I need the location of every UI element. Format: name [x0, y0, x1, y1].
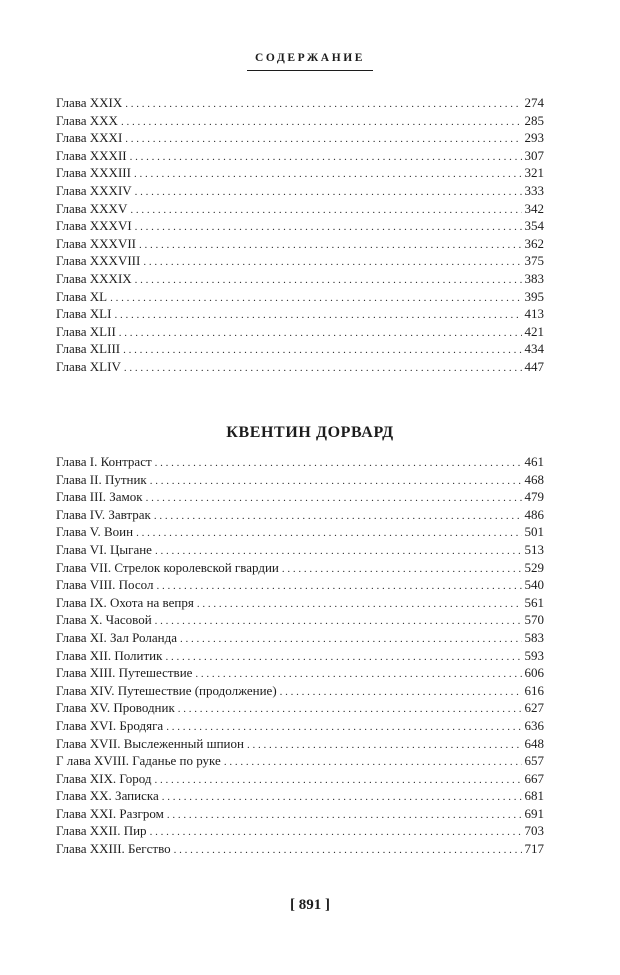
- dot-leader: [139, 237, 522, 255]
- dot-leader: [134, 166, 522, 184]
- dot-leader: [135, 184, 522, 202]
- toc-entry-title: Глава XXI. Разгром: [56, 805, 164, 821]
- toc-entry-page: 636: [524, 717, 544, 733]
- toc-entry-title: Глава III. Замок: [56, 489, 143, 505]
- toc-entry-page: 648: [524, 735, 544, 751]
- toc-entry-title: Г лава XVIII. Гаданье по руке: [56, 753, 221, 769]
- toc-entry: [56, 323, 544, 341]
- toc-entry-title: Глава XXXIII: [56, 165, 131, 181]
- toc-entry: [56, 182, 544, 200]
- toc-entry-title: Глава XLIII: [56, 341, 121, 357]
- toc-entry-page: 285: [524, 112, 544, 128]
- dot-leader: [174, 842, 522, 860]
- dot-leader: [150, 473, 522, 491]
- toc-entry-page: 413: [524, 306, 544, 322]
- toc-entry: [56, 735, 544, 753]
- toc-entry-page: 321: [524, 165, 544, 181]
- toc-entry-page: 362: [524, 235, 544, 251]
- dot-leader: [154, 508, 522, 526]
- toc-entry-page: 274: [524, 95, 544, 110]
- toc-entry-title: Глава XII. Политик: [56, 647, 163, 663]
- toc-entry: [56, 699, 544, 717]
- dot-leader: [124, 360, 522, 378]
- toc-list-part-2: [56, 453, 544, 858]
- toc-entry: [56, 840, 544, 858]
- toc-entry-title: Глава XIV. Путешествие (продолжение): [56, 682, 277, 698]
- toc-entry-title: Глава VI. Цыгане: [56, 541, 152, 557]
- dot-leader: [156, 578, 521, 596]
- toc-entry-page: 421: [524, 323, 544, 339]
- dot-leader: [110, 290, 521, 308]
- toc-entry-title: Глава XXIX: [56, 95, 123, 110]
- dot-leader: [155, 772, 522, 790]
- dot-leader: [143, 254, 521, 272]
- toc-entry: [56, 288, 544, 306]
- toc-entry-title: Глава XXXIX: [56, 270, 132, 286]
- toc-entry-title: Глава XLIV: [56, 358, 121, 374]
- toc-entry-page: 486: [524, 506, 544, 522]
- toc-entry-title: Глава I. Контраст: [56, 454, 152, 469]
- toc-entry: [56, 576, 544, 594]
- toc-entry-title: Глава X. Часовой: [56, 612, 152, 628]
- toc-entry-title: Глава XXXIV: [56, 182, 132, 198]
- dot-leader: [247, 737, 522, 755]
- toc-entry-title: Глава XXII. Пир: [56, 823, 147, 839]
- dot-leader: [130, 202, 521, 220]
- toc-entry-title: Глава V. Воин: [56, 524, 134, 540]
- toc-entry-page: 461: [524, 454, 544, 469]
- toc-entry-page: 540: [524, 577, 544, 593]
- toc-entry: [56, 664, 544, 682]
- toc-entry: [56, 717, 544, 735]
- toc-entry-title: Глава XVII. Выслеженный шпион: [56, 735, 244, 751]
- toc-entry-page: 627: [524, 700, 544, 716]
- toc-entry-title: Глава VIII. Посол: [56, 577, 154, 593]
- toc-entry: [56, 682, 544, 700]
- toc-entry-title: Глава XXX: [56, 112, 118, 128]
- toc-entry-page: 667: [524, 770, 544, 786]
- toc-entry: [56, 112, 544, 130]
- toc-entry: [56, 200, 544, 218]
- toc-entry-title: Глава XIX. Город: [56, 770, 152, 786]
- toc-entry: [56, 629, 544, 647]
- toc-entry-page: 703: [524, 823, 544, 839]
- toc-entry-title: Глава XXXVIII: [56, 253, 141, 269]
- toc-entry: [56, 358, 544, 376]
- toc-entry: [56, 164, 544, 182]
- toc-entry-title: Глава XXXII: [56, 147, 127, 163]
- dot-leader: [136, 525, 521, 543]
- toc-entry: [56, 770, 544, 788]
- toc-entry-page: 529: [524, 559, 544, 575]
- toc-entry: [56, 541, 544, 559]
- toc-entry-title: Глава XXXI: [56, 130, 123, 146]
- toc-entry: [56, 217, 544, 235]
- toc-entry: [56, 270, 544, 288]
- toc-entry-title: Глава XV. Проводник: [56, 700, 175, 716]
- toc-entry-title: Глава XXXV: [56, 200, 128, 216]
- toc-entry-page: 593: [524, 647, 544, 663]
- dot-leader: [162, 789, 522, 807]
- dot-leader: [119, 325, 522, 343]
- toc-entry-page: 616: [524, 682, 544, 698]
- dot-leader: [155, 455, 522, 473]
- toc-entry-title: Глава XLI: [56, 306, 112, 322]
- toc-entry: [56, 506, 544, 524]
- toc-entry: [56, 471, 544, 489]
- section-title: КВЕНТИН ДОРВАРД: [226, 424, 394, 441]
- toc-entry-title: Глава IV. Завтрак: [56, 506, 151, 522]
- toc-entry: [56, 252, 544, 270]
- toc-entry: [56, 752, 544, 770]
- header-title: СОДЕРЖАНИЕ: [254, 52, 366, 64]
- dot-leader: [130, 149, 522, 167]
- toc-entry-page: 468: [524, 471, 544, 487]
- dot-leader: [197, 596, 522, 614]
- toc-entry-page: 333: [524, 182, 544, 198]
- toc-entry-page: 375: [524, 253, 544, 269]
- dot-leader: [180, 631, 522, 649]
- toc-entry: [56, 453, 544, 471]
- toc-entry-title: Глава XX. Записка: [56, 788, 159, 804]
- toc-entry-page: 501: [524, 524, 544, 540]
- toc-entry: [56, 647, 544, 665]
- toc-entry-page: 307: [524, 147, 544, 163]
- toc-entry-page: 606: [524, 665, 544, 681]
- toc-list-part-1: [56, 94, 544, 376]
- toc-entry: [56, 94, 544, 112]
- dot-leader: [135, 219, 522, 237]
- dot-leader: [167, 807, 522, 825]
- dot-leader: [114, 307, 521, 325]
- toc-entry-page: 691: [524, 805, 544, 821]
- toc-entry: [56, 822, 544, 840]
- toc-entry: [56, 523, 544, 541]
- toc-entry-title: Глава XXXVII: [56, 235, 136, 251]
- toc-entry-page: 513: [524, 541, 544, 557]
- toc-entry-page: 657: [524, 753, 544, 769]
- toc-entry: [56, 805, 544, 823]
- toc-entry: [56, 340, 544, 358]
- page-number: [ 891 ]: [290, 897, 330, 913]
- toc-entry-page: 293: [524, 130, 544, 146]
- dot-leader: [178, 701, 522, 719]
- toc-entry: [56, 305, 544, 323]
- toc-entry-page: 342: [524, 200, 544, 216]
- dot-leader: [123, 342, 521, 360]
- dot-leader: [135, 272, 522, 290]
- toc-entry-page: 583: [524, 629, 544, 645]
- dot-leader: [165, 649, 521, 667]
- toc-entry-page: 570: [524, 612, 544, 628]
- toc-entry-title: Глава IX. Охота на вепря: [56, 594, 194, 610]
- toc-entry-page: 383: [524, 270, 544, 286]
- header-rule: [247, 70, 373, 71]
- toc-entry: [56, 559, 544, 577]
- toc-entry-title: Глава XXIII. Бегство: [56, 841, 171, 857]
- running-header: [0, 52, 620, 71]
- dot-leader: [282, 561, 522, 579]
- toc-entry: [56, 488, 544, 506]
- toc-entry-page: 434: [524, 341, 544, 357]
- toc-entry: [56, 594, 544, 612]
- toc-entry-page: 354: [524, 218, 544, 234]
- toc-entry-page: 479: [524, 489, 544, 505]
- dot-leader: [146, 490, 522, 508]
- dot-leader: [125, 131, 521, 149]
- dot-leader: [224, 754, 522, 772]
- toc-entry: [56, 129, 544, 147]
- toc-entry: [56, 147, 544, 165]
- toc-entry-title: Глава XI. Зал Роланда: [56, 629, 177, 645]
- toc-entry: [56, 611, 544, 629]
- toc-entry-title: Глава XL: [56, 288, 108, 304]
- toc-entry-page: 395: [524, 288, 544, 304]
- dot-leader: [150, 824, 522, 842]
- toc-entry: [56, 787, 544, 805]
- toc-entry-page: 681: [524, 788, 544, 804]
- dot-leader: [121, 114, 522, 132]
- toc-entry-title: Глава XXXVI: [56, 218, 132, 234]
- toc-entry-title: Глава XLII: [56, 323, 116, 339]
- toc-entry-title: Глава XVI. Бродяга: [56, 717, 164, 733]
- toc-entry-title: Глава VII. Стрелок королевской гвардии: [56, 559, 279, 575]
- toc-entry-page: 717: [524, 841, 544, 857]
- dot-leader: [280, 684, 522, 702]
- dot-leader: [125, 96, 521, 114]
- toc-entry-page: 447: [524, 358, 544, 374]
- toc-entry-page: 561: [524, 594, 544, 610]
- toc-entry-title: Глава XIII. Путешествие: [56, 665, 193, 681]
- toc-entry: [56, 235, 544, 253]
- dot-leader: [155, 613, 522, 631]
- toc-entry-title: Глава II. Путник: [56, 471, 147, 487]
